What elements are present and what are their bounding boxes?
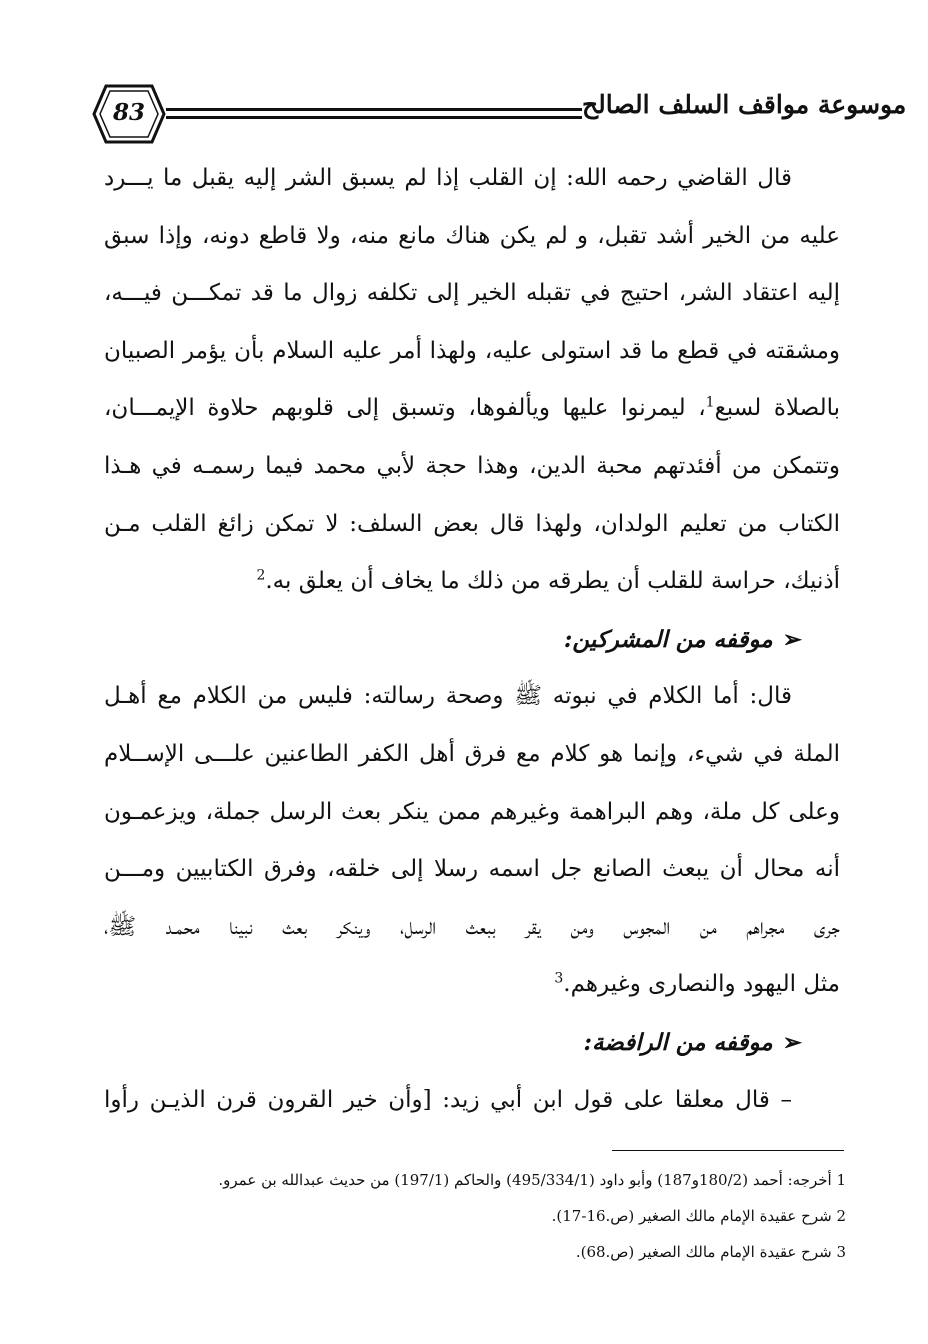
- footnote-number: 2: [836, 1207, 846, 1225]
- footnote-text: أخرجه: أحمد (180/2و187) وأبو داود (495/334/1) والحاكم (197/1) من حديث عبدالله بن عمرو.: [218, 1171, 832, 1189]
- arrow-bullet-icon: ➢: [782, 625, 802, 653]
- footnote-ref: 3: [554, 970, 564, 987]
- text-segment: مثل اليهود والنصارى وغيرهم.: [563, 971, 840, 998]
- page-number: 83: [112, 99, 145, 126]
- text-line: الكتاب من تعليم الولدان، ولهذا قال بعض السلف: لا تمكن زائغ القلب مـن: [104, 510, 840, 537]
- footnote-text: شرح عقيدة الإمام مالك الصغير (ص.16-17).: [551, 1207, 832, 1225]
- footnote-item: [100, 1234, 846, 1270]
- footnote-number: 3: [836, 1243, 846, 1261]
- text-line: جرى مجراهم من المجوس ومن يقر ببعث الرسل، وينكر بعث نبينا محمـد ﷺ،: [104, 913, 840, 940]
- text-segment: ، ليمرنوا عليها ويألفوها، وتسبق إلى قلوبهم حلاوة الإيمـــان،: [104, 395, 706, 422]
- footnotes: [100, 1162, 846, 1270]
- running-title: موسوعة مواقف السلف الصالح: [582, 90, 907, 119]
- footnote-ref: 2: [256, 567, 266, 584]
- text-line: عليه من الخير أشد تقبل، و لم يكن هناك مانع منه، ولا قاطع دونه، وإذا سبق: [104, 222, 840, 249]
- text-line: قال القاضي رحمه الله: إن القلب إذا لم يسبق الشر إليه يقبل ما يـــرد: [104, 165, 792, 191]
- main-text: [104, 150, 840, 1129]
- text-line: وتتمكن من أفئدتهم محبة الدين، وهذا حجة لأبي محمد فيما رسمـه في هـذا: [104, 452, 840, 479]
- page-header: [92, 82, 907, 150]
- text-line: [104, 956, 840, 1014]
- section-heading-rafida: [104, 1014, 840, 1072]
- heading-text: موقفه من الرافضة:: [583, 1028, 773, 1056]
- text-line: [104, 380, 840, 438]
- footnote-text: شرح عقيدة الإمام مالك الصغير (ص.68).: [575, 1243, 832, 1261]
- text-line: قال: أما الكلام في نبوته ﷺ وصحة رسالته: فليس من الكلام مع أهـل: [104, 683, 792, 710]
- footnote-item: [100, 1198, 846, 1234]
- footnote-number: 1: [836, 1171, 846, 1189]
- footnote-separator: [612, 1150, 844, 1151]
- footnote-item: [100, 1162, 846, 1198]
- text-line: إليه اعتقاد الشر، احتيج في تقبله الخير إلى تكلفه زوال ما قد تمكـــن فيـــه،: [104, 280, 840, 307]
- footnote-ref: 1: [705, 394, 715, 411]
- text-line: ومشقته في قطع ما قد استولى عليه، ولهذا أمر عليه السلام بأن يؤمر الصبيان: [104, 337, 840, 364]
- text-line: وعلى كل ملة، وهم البراهمة وغيرهم ممن ينكر بعث الرسل جملة، ويزعمـون: [104, 798, 840, 825]
- text-segment: أذنيك، حراسة للقلب أن يطرقه من ذلك ما يخاف أن يعلق به.: [265, 568, 840, 595]
- text-line: – قال معلقا على قول ابن أبي زيد: [وأن خير القرون قرن الذيـن رأوا: [104, 1086, 792, 1113]
- header-rule: [166, 108, 582, 119]
- text-line: الملة في شيء، وإنما هو كلام مع فرق أهل الكفر الطاعنين علـــى الإســلام: [104, 740, 840, 767]
- text-line: [104, 553, 840, 611]
- arrow-bullet-icon: ➢: [782, 1028, 802, 1056]
- section-heading-polytheists: [104, 611, 840, 669]
- text-segment: بالصلاة لسبع: [714, 395, 840, 422]
- heading-text: موقفه من المشركين:: [563, 625, 773, 653]
- text-line: أنه محال أن يبعث الصانع جل اسمه رسلا إلى خلقه، وفرق الكتابيين ومـــن: [104, 856, 840, 883]
